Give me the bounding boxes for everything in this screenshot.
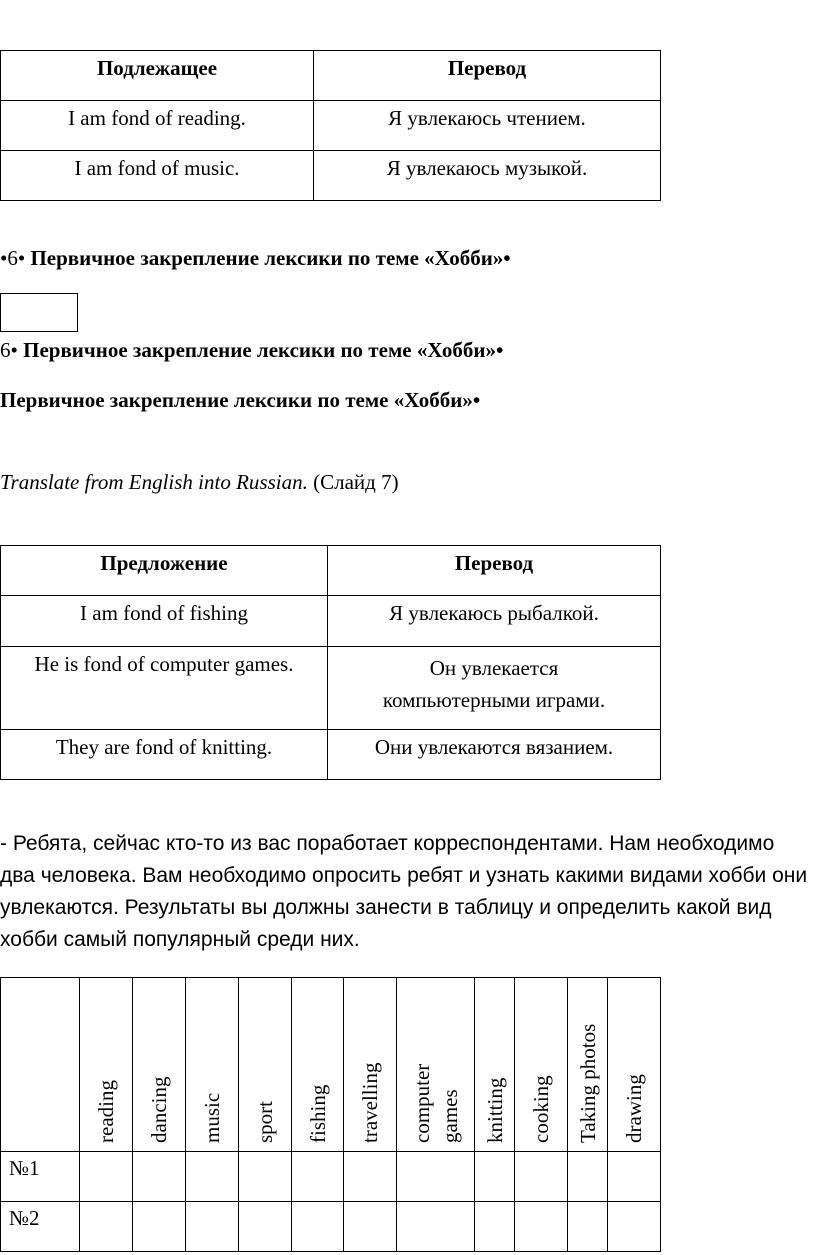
column-header [291, 978, 344, 1152]
survey-cell [397, 1152, 475, 1202]
table1-cell: I am fond of reading. [1, 101, 314, 151]
table2-header-sentence: Предложение [1, 546, 328, 596]
survey-cell [185, 1202, 238, 1252]
table2-cell: He is fond of computer games. [1, 647, 328, 730]
column-header [185, 978, 238, 1152]
table2-cell: Они увлекаются вязанием. [328, 730, 661, 780]
survey-cell [132, 1202, 185, 1252]
column-header [344, 978, 397, 1152]
column-header [238, 978, 291, 1152]
column-header [132, 978, 185, 1152]
column-header [79, 978, 132, 1152]
survey-cell [607, 1152, 660, 1202]
survey-cell [568, 1152, 608, 1202]
column-label: Taking photos [575, 1023, 600, 1143]
row-label: №1 [1, 1152, 80, 1202]
table2-cell: They are fond of knitting. [1, 730, 328, 780]
heading-line-2 [0, 338, 503, 363]
column-header [397, 978, 475, 1152]
column-header [475, 978, 515, 1152]
heading-text: Первичное закрепление лексики по теме «Хобби»• [25, 246, 511, 270]
table1-cell: Я увлекаюсь музыкой. [314, 151, 661, 201]
column-label: travelling [358, 1062, 383, 1143]
survey-cell [291, 1202, 344, 1252]
survey-cell [344, 1202, 397, 1252]
column-label: knitting [482, 1077, 507, 1143]
table1-header-translation: Перевод [314, 51, 661, 101]
survey-cell [132, 1152, 185, 1202]
row-label: №2 [1, 1202, 80, 1252]
column-label: fishing [305, 1084, 330, 1143]
empty-box [0, 293, 78, 332]
survey-cell [344, 1152, 397, 1202]
column-label: dancing [146, 1076, 171, 1143]
survey-cell [238, 1202, 291, 1252]
column-label: sport [252, 1101, 277, 1143]
table2-cell: Он увлекается компьютерными играми. [328, 647, 661, 730]
table2-cell: Я увлекаюсь рыбалкой. [328, 596, 661, 647]
survey-cell [185, 1152, 238, 1202]
hobby-survey-table [0, 977, 661, 1252]
survey-cell [475, 1152, 515, 1202]
survey-cell [475, 1202, 515, 1252]
table1-cell: I am fond of music. [1, 151, 314, 201]
survey-cell [607, 1202, 660, 1252]
subject-translation-table [0, 50, 661, 201]
instruction-slide: (Слайд 7) [307, 470, 399, 494]
survey-cell [515, 1202, 568, 1252]
heading-prefix: 6• [0, 338, 18, 362]
column-label: computer [409, 1063, 434, 1143]
table2-header-translation: Перевод [328, 546, 661, 596]
heading-line-3: Первичное закрепление лексики по теме «Хобби»• [0, 388, 481, 412]
column-label: games [437, 1089, 462, 1143]
assignment-paragraph: - Ребята, сейчас кто-то из вас поработает корреспондентами. Нам необходимо два человека. Вам необходимо опросить ребят и узнать какими видами хобби они увлекаются. Результаты вы должны занести в таблицу и определить какой вид хобби самый популярный среди них. [0, 832, 808, 951]
table2-cell: I am fond of fishing [1, 596, 328, 647]
survey-cell [79, 1152, 132, 1202]
sentence-translation-table [0, 545, 661, 780]
survey-cell [291, 1152, 344, 1202]
survey-cell [568, 1202, 608, 1252]
heading-prefix: •6• [0, 246, 26, 270]
corner-cell [1, 978, 80, 1152]
table1-header-subject: Подлежащее [1, 51, 314, 101]
survey-cell [79, 1202, 132, 1252]
table1-cell: Я увлекаюсь чтением. [314, 101, 661, 151]
column-header [568, 978, 608, 1152]
survey-cell [397, 1202, 475, 1252]
instruction [0, 470, 399, 495]
column-label: music [199, 1092, 224, 1143]
survey-cell [238, 1152, 291, 1202]
column-header [607, 978, 660, 1152]
instruction-italic: Translate from English into Russian. [0, 470, 308, 494]
survey-cell [515, 1152, 568, 1202]
heading-text: Первичное закрепление лексики по теме «Хобби»• [17, 338, 504, 362]
column-header [515, 978, 568, 1152]
column-label: drawing [621, 1074, 646, 1143]
heading-line-1 [0, 246, 511, 271]
column-label: reading [93, 1080, 118, 1143]
column-label: cooking [529, 1075, 554, 1143]
